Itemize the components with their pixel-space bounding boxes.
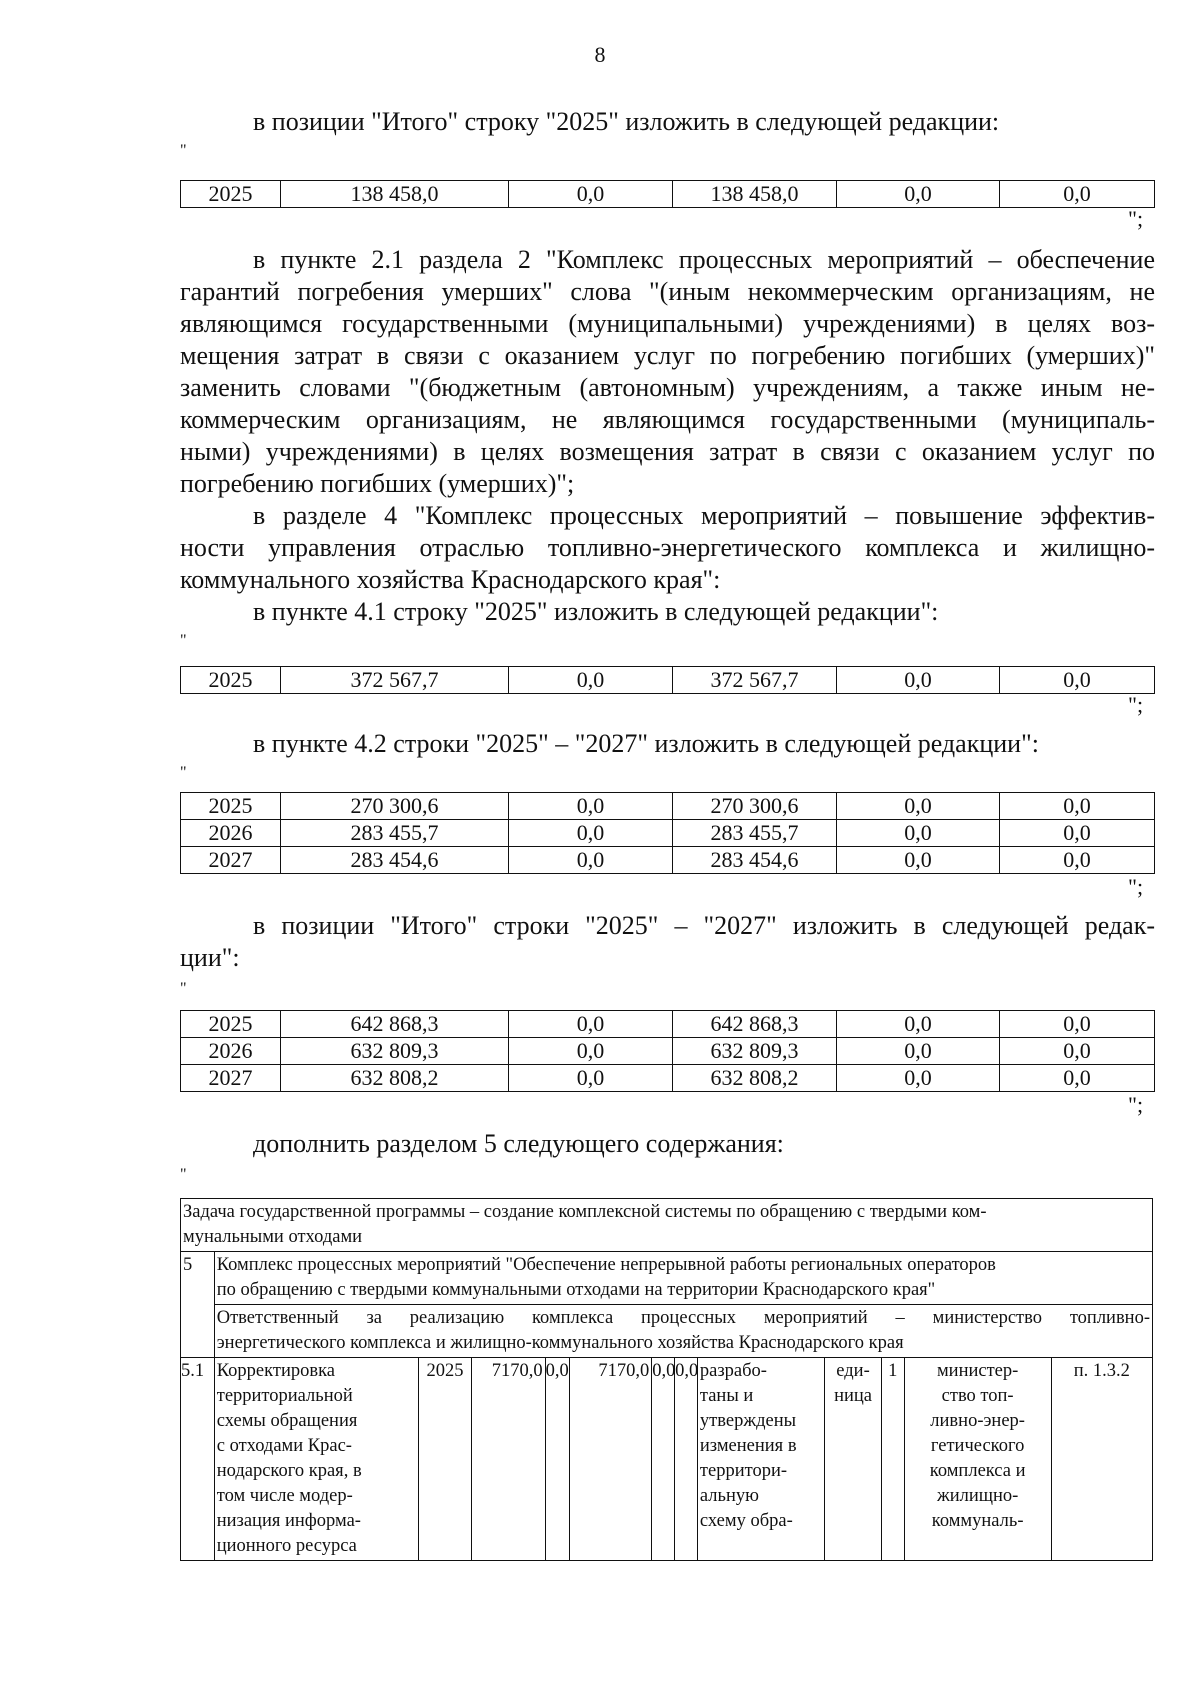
table-cell: 2026 [181, 820, 281, 847]
row-number-cell: 5.1 [181, 1358, 215, 1561]
table-row [181, 1038, 1155, 1065]
table-cell: 138 458,0 [281, 181, 509, 208]
table-cell: 0,0 [837, 1011, 1000, 1038]
complex-number-cell: 5 [181, 1252, 215, 1358]
table-row [181, 1065, 1155, 1092]
table-row [181, 820, 1155, 847]
task-cell: Задача государственной программы – создание комплексной системы по обращению с твердыми ком- мунальными отходами [181, 1199, 1153, 1252]
page-number: 8 [594, 42, 606, 67]
responsible-cell: Ответственный за реализацию комплекса процессных мероприятий – министерство топливно- энергетического комплекса и жилищно-коммунального хозяйства Краснодарского края [214, 1305, 1152, 1358]
year-cell: 2025 [419, 1358, 471, 1561]
table-cell: 2025 [181, 667, 281, 694]
table-cell: 283 455,7 [673, 820, 837, 847]
paragraph-section-2-1: в пункте 2.1 раздела 2 "Комплекс процессных мероприятий – обеспечение гарантий погребения умерших" слова "(иным некоммерческим организациям, не являющимся государственными (муниципальными) учреждениями) в целях воз- мещения затрат в связи с оказанием услуг по погребению погибших (умерших)" заменить словами "(бюджетным (автономным) учреждениям, а также иным не- коммерческим организациям, не являющимся государственными (муниципаль- ными) учреждениями) в целях возмещения затрат в связи с оказанием услуг по погребению погибших (умерших)"; [180, 245, 1155, 498]
table-cell: 632 809,3 [673, 1038, 837, 1065]
table-cell: 632 809,3 [281, 1038, 509, 1065]
value-cell: 7170,0 [569, 1358, 652, 1561]
table-cell: 2025 [181, 793, 281, 820]
table-cell: 632 808,2 [673, 1065, 837, 1092]
table-cell: 0,0 [837, 820, 1000, 847]
table-row [181, 847, 1155, 874]
quote-open-5: " [180, 1166, 187, 1183]
value-cell: 0,0 [675, 1358, 698, 1561]
table-cell: 0,0 [509, 1038, 673, 1065]
value-cell: 0,0 [652, 1358, 675, 1561]
table-cell: 372 567,7 [281, 667, 509, 694]
table-itogo-2025-2027 [180, 1010, 1155, 1092]
table-cell: 0,0 [1000, 667, 1155, 694]
table-itogo-2025 [180, 180, 1155, 208]
quote-open-1: " [180, 142, 187, 159]
table-cell: 0,0 [837, 181, 1000, 208]
table-row [181, 1358, 1153, 1561]
table-cell: 0,0 [509, 181, 673, 208]
table-row [181, 1011, 1155, 1038]
table-cell: 0,0 [1000, 1038, 1155, 1065]
paragraph-item-4-2: в пункте 4.2 строки "2025" – "2027" изложить в следующей редакции": [253, 729, 1039, 758]
table-cell: 0,0 [837, 1038, 1000, 1065]
paragraph-item-4-1: в пункте 4.1 строку "2025" изложить в следующей редакции": [253, 597, 939, 626]
quote-close-4: "; [1128, 1092, 1144, 1117]
reference-cell: п. 1.3.2 [1051, 1358, 1152, 1561]
table-cell: 0,0 [837, 667, 1000, 694]
table-item-4-1 [180, 666, 1155, 694]
table-cell: 642 868,3 [673, 1011, 837, 1038]
table-cell: 0,0 [1000, 1011, 1155, 1038]
table-row [181, 667, 1155, 694]
table-cell: 0,0 [1000, 181, 1155, 208]
table-cell: 2025 [181, 1011, 281, 1038]
table-cell: 0,0 [509, 1065, 673, 1092]
activity-name-cell: Корректировка территориальной схемы обращения с отходами Крас- нодарского края, в том числе модер- низация информа- ционного ресурса [214, 1358, 419, 1561]
quote-close-2: "; [1128, 692, 1144, 717]
paragraph-itogo-2025: в позиции "Итого" строку "2025" изложить в следующей редакции: [253, 107, 1000, 136]
paragraph-add-section-5: дополнить разделом 5 следующего содержания: [253, 1129, 784, 1158]
paragraph-itogo-2025-2027: в позиции "Итого" строки "2025" – "2027" изложить в следующей редак- ции": [180, 911, 1155, 972]
table-row [181, 181, 1155, 208]
table-cell: 0,0 [1000, 793, 1155, 820]
quote-close-3: "; [1128, 874, 1144, 899]
quote-open-2: " [180, 632, 187, 649]
table-cell: 2027 [181, 1065, 281, 1092]
quote-close-1: "; [1128, 206, 1144, 231]
table-item-4-2 [180, 792, 1155, 874]
table-cell: 0,0 [509, 793, 673, 820]
quote-open-3: " [180, 764, 187, 781]
table-cell: 0,0 [509, 847, 673, 874]
table-cell: 0,0 [1000, 1065, 1155, 1092]
value-cell: 0,0 [545, 1358, 569, 1561]
table-row [181, 1252, 1153, 1305]
total-cell: 7170,0 [471, 1358, 545, 1561]
table-cell: 372 567,7 [673, 667, 837, 694]
executor-cell: министер- ство топ- ливно-энер- гетического комплекса и жилищно- коммуналь- [904, 1358, 1051, 1561]
table-cell: 283 454,6 [281, 847, 509, 874]
table-cell: 632 808,2 [281, 1065, 509, 1092]
table-cell: 0,0 [837, 847, 1000, 874]
table-cell: 270 300,6 [281, 793, 509, 820]
table-cell: 270 300,6 [673, 793, 837, 820]
table-cell: 2026 [181, 1038, 281, 1065]
table-cell: 0,0 [837, 1065, 1000, 1092]
table-section-5 [180, 1198, 1153, 1561]
paragraph-section-4: в разделе 4 "Комплекс процессных мероприятий – повышение эффектив- ности управления отраслью топливно-энергетического комплекса и жилищно- коммунального хозяйства Краснодарского края": [180, 501, 1155, 594]
table-cell: 283 455,7 [281, 820, 509, 847]
table-row [181, 1305, 1153, 1358]
complex-cell: Комплекс процессных мероприятий "Обеспечение непрерывной работы региональных операторов по обращению с твердыми коммунальными отходами на территории Краснодарского края" [214, 1252, 1152, 1305]
table-cell: 2027 [181, 847, 281, 874]
table-cell: 283 454,6 [673, 847, 837, 874]
table-cell: 642 868,3 [281, 1011, 509, 1038]
table-cell: 0,0 [1000, 820, 1155, 847]
result-cell: разрабо- таны и утверждены изменения в территори- альную схему обра- [697, 1358, 824, 1561]
quote-open-4: " [180, 980, 187, 997]
table-row [181, 1199, 1153, 1252]
table-cell: 0,0 [509, 667, 673, 694]
indicator-value-cell: 1 [881, 1358, 904, 1561]
table-row [181, 793, 1155, 820]
table-cell: 0,0 [837, 793, 1000, 820]
table-cell: 0,0 [509, 1011, 673, 1038]
table-cell: 2025 [181, 181, 281, 208]
table-cell: 138 458,0 [673, 181, 837, 208]
table-cell: 0,0 [509, 820, 673, 847]
table-cell: 0,0 [1000, 847, 1155, 874]
unit-cell: еди- ница [825, 1358, 882, 1561]
